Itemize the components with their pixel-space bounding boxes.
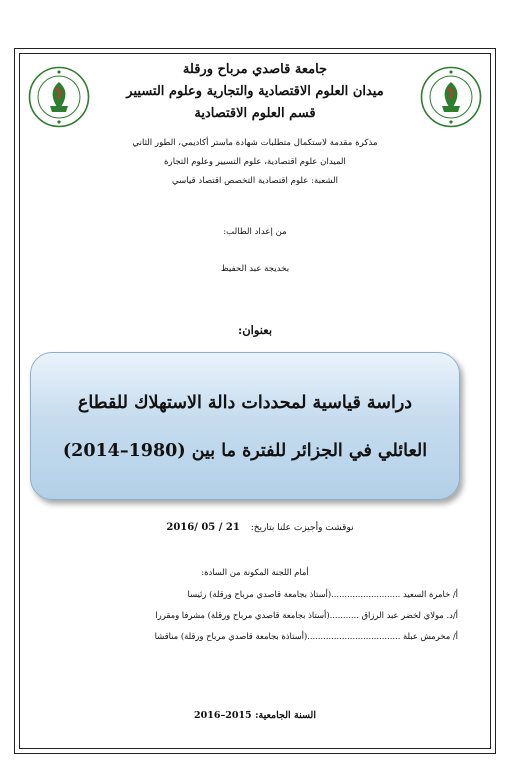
memo-line-1: مذكرة مقدمة لاستكمال متطلبات شهادة ماستر أكاديمي، الطور الثاني bbox=[132, 138, 378, 148]
thesis-title-box bbox=[30, 352, 460, 500]
committee-member-3: أ/ مخرمش عبلة ...................................(أستاذة بجامعة قاصدي مرباح ورقلة) مناقشا bbox=[154, 631, 458, 641]
university-name: جامعة قاصدي مرباح ورقلة bbox=[182, 62, 328, 77]
thesis-title-line-2: العائلي في الجزائر للفترة ما بين (1980–2014) bbox=[62, 441, 428, 461]
prepared-by-label: من إعداد الطالب: bbox=[223, 227, 287, 237]
defense-line bbox=[140, 522, 380, 533]
faculty-field: ميدان العلوم الاقتصادية والتجارية وعلوم التسيير bbox=[126, 84, 384, 99]
committee-member-1: أ/ خامرة السعيد ..........................(أستاذ بجامعة قاصدي مرباح ورقلة) رئيسا bbox=[187, 589, 458, 599]
title-label: بعنوان: bbox=[237, 323, 273, 337]
thesis-title-line-1: دراسة قياسية لمحددات دالة الاستهلاك للقطاع bbox=[77, 393, 413, 413]
student-name: بخديجة عبد الحفيظ bbox=[220, 264, 290, 274]
defense-label: نوقشت وأجيزت علنا بتاريخ: bbox=[250, 523, 354, 533]
defense-date: 21 / 05 /2016 bbox=[166, 522, 240, 533]
memo-line-3: الشعبة: علوم اقتصادية التخصص اقتصاد قياسي bbox=[171, 176, 339, 186]
department-name: قسم العلوم الاقتصادية bbox=[194, 106, 316, 121]
committee-label: أمام اللجنة المكونة من السادة: bbox=[201, 567, 309, 577]
committee-member-2: أ/د. مولاي لخضر عبد الرزاق ...........(أستاذ بجامعة قاصدي مرباح ورقلة) مشرفا ومقررا bbox=[155, 610, 458, 620]
university-logo-left bbox=[28, 66, 90, 128]
academic-year: السنة الجامعية: 2015–2016 bbox=[194, 710, 316, 721]
university-logo-right bbox=[420, 66, 482, 128]
memo-line-2: الميدان علوم اقتصادية، علوم التسيير وعلوم التجارة bbox=[164, 157, 346, 167]
